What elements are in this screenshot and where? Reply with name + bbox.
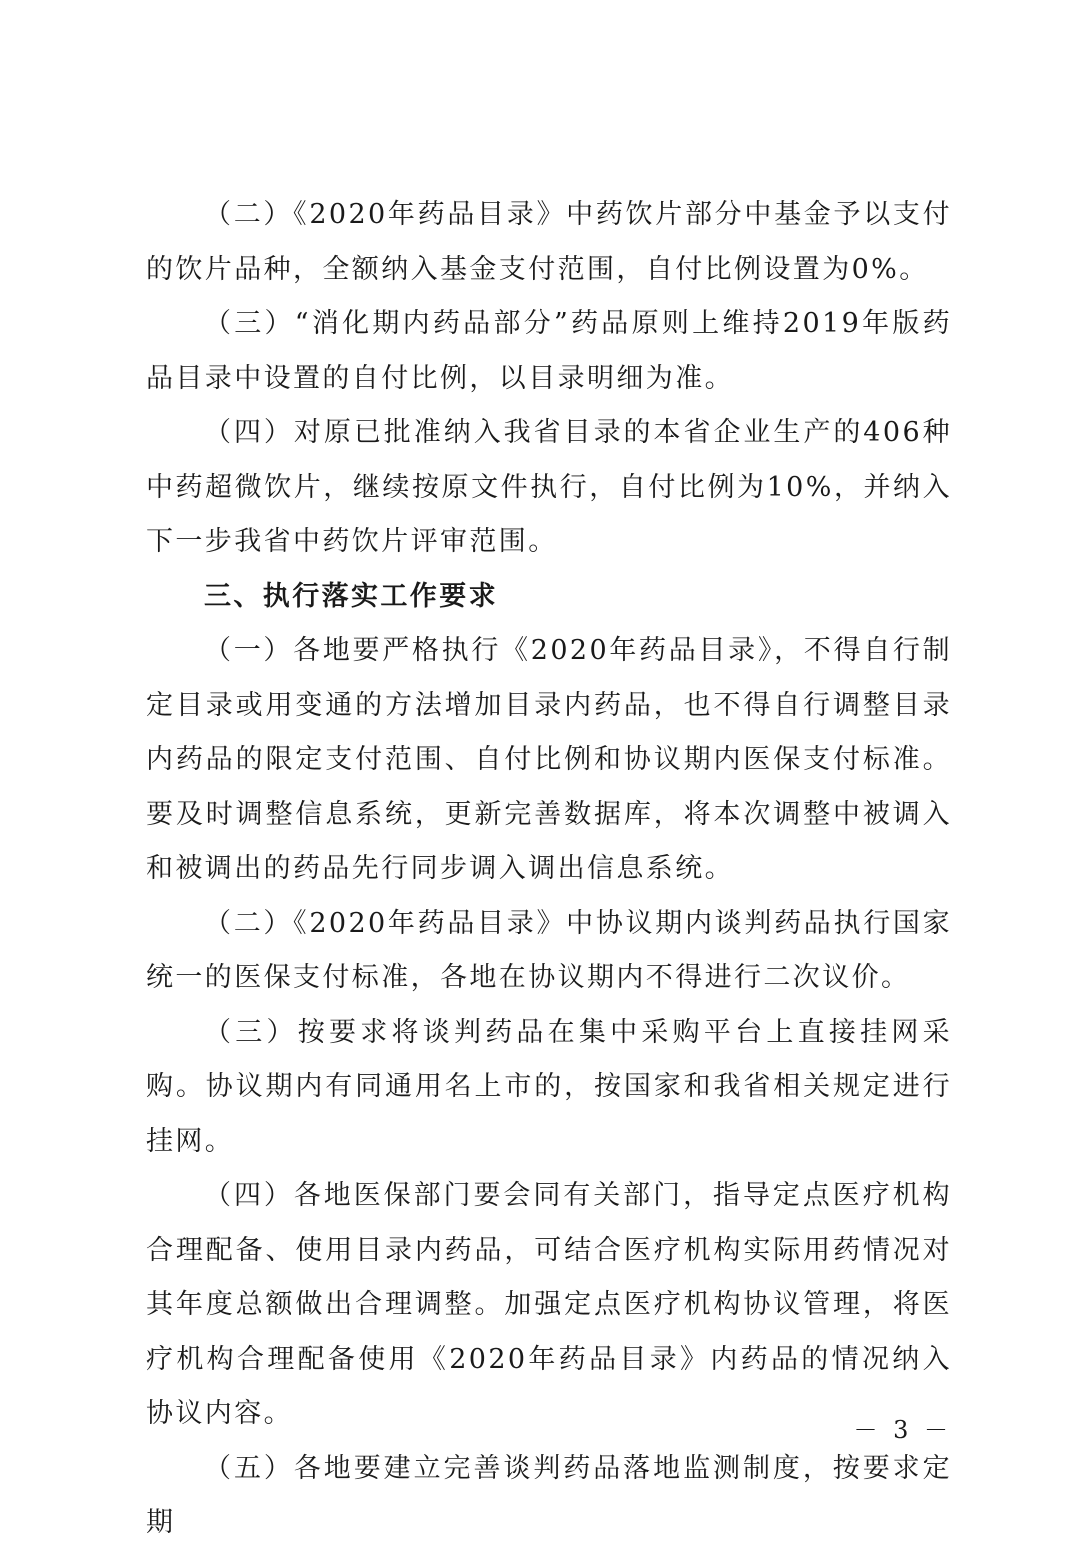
section-paragraph-4: （四）各地医保部门要会同有关部门，指导定点医疗机构合理配备、使用目录内药品，可结合医疗机构实际用药情况对其年度总额做出合理调整。加强定点医疗机构协议管理，将医疗机构合理配备使用《2020年药品目录》内药品的情况纳入协议内容。	[146, 1180, 952, 1429]
document-body	[146, 188, 952, 1551]
section-paragraph-2: （二）《2020年药品目录》中协议期内谈判药品执行国家统一的医保支付标准，各地在协议期内不得进行二次议价。	[146, 907, 952, 993]
section-paragraph-5: （五）各地要建立完善谈判药品落地监测制度，按要求定期	[146, 1452, 952, 1538]
section-heading: 三、执行落实工作要求	[204, 580, 498, 612]
paragraph-item-2: （二）《2020年药品目录》中药饮片部分中基金予以支付的饮片品种，全额纳入基金支付范围，自付比例设置为0%。	[146, 199, 952, 285]
page-number: － 3 －	[853, 1416, 952, 1444]
section-paragraph-3: （三）按要求将谈判药品在集中采购平台上直接挂网采购。协议期内有同通用名上市的，按国家和我省相关规定进行挂网。	[146, 1016, 952, 1157]
paragraph-item-4: （四）对原已批准纳入我省目录的本省企业生产的406种中药超微饮片，继续按原文件执行，自付比例为10%，并纳入下一步我省中药饮片评审范围。	[146, 417, 952, 557]
section-paragraph-1: （一）各地要严格执行《2020年药品目录》，不得自行制定目录或用变通的方法增加目录内药品，也不得自行调整目录内药品的限定支付范围、自付比例和协议期内医保支付标准。要及时调整信息系统，更新完善数据库，将本次调整中被调入和被调出的药品先行同步调入调出信息系统。	[146, 635, 952, 884]
paragraph-item-3: （三）“消化期内药品部分”药品原则上维持2019年版药品目录中设置的自付比例，以目录明细为准。	[146, 308, 952, 394]
